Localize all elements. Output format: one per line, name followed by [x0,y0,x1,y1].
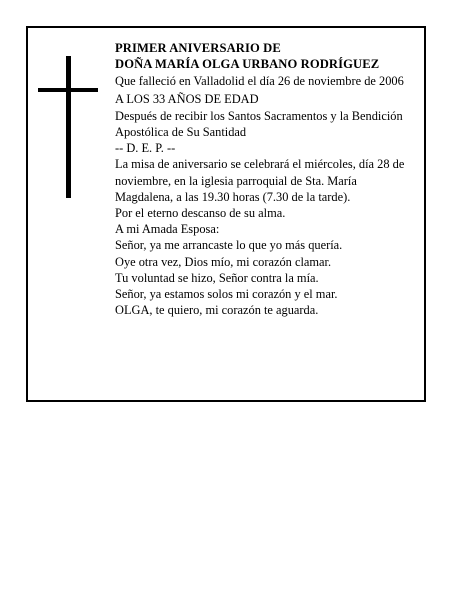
cross-horizontal-bar [38,88,98,92]
dedication-text: A mi Amada Esposa: [115,222,220,237]
poem-line: Señor, ya estamos solos mi corazón y el mar. [115,287,338,302]
heading-anniversary: PRIMER ANIVERSARIO DE [115,41,281,55]
mass-info: La misa de aniversario se celebrará el miércoles, día 28 de noviembre, en la iglesia parroquial de Sta. María Magdalena, a las 19.30 horas (7.30 de la tarde). [115,157,405,204]
cross-icon [38,56,98,198]
cross-vertical-bar [66,56,71,198]
poem-line: OLGA, te quiero, mi corazón te aguarda. [115,303,319,318]
age-text: A LOS 33 AÑOS DE EDAD [115,91,259,106]
rip-text: -- D. E. P. -- [115,141,176,156]
poem-line: Señor, ya me arrancaste lo que yo más quería. [115,238,343,253]
notice-text [115,40,415,318]
obituary-notice [26,26,426,402]
poem-line: Oye otra vez, Dios mío, mi corazón clamar. [115,254,332,269]
death-info: Que falleció en Valladolid el día 26 de noviembre de 2006 [115,74,404,89]
sacraments-text: Después de recibir los Santos Sacramentos y la Bendición Apostólica de Su Santidad [115,108,403,140]
poem-line: Tu voluntad se hizo, Señor contra la mía. [115,270,319,285]
heading-deceased-name: DOÑA MARÍA OLGA URBANO RODRÍGUEZ [115,57,380,72]
eternal-rest-text: Por el eterno descanso de su alma. [115,206,286,221]
